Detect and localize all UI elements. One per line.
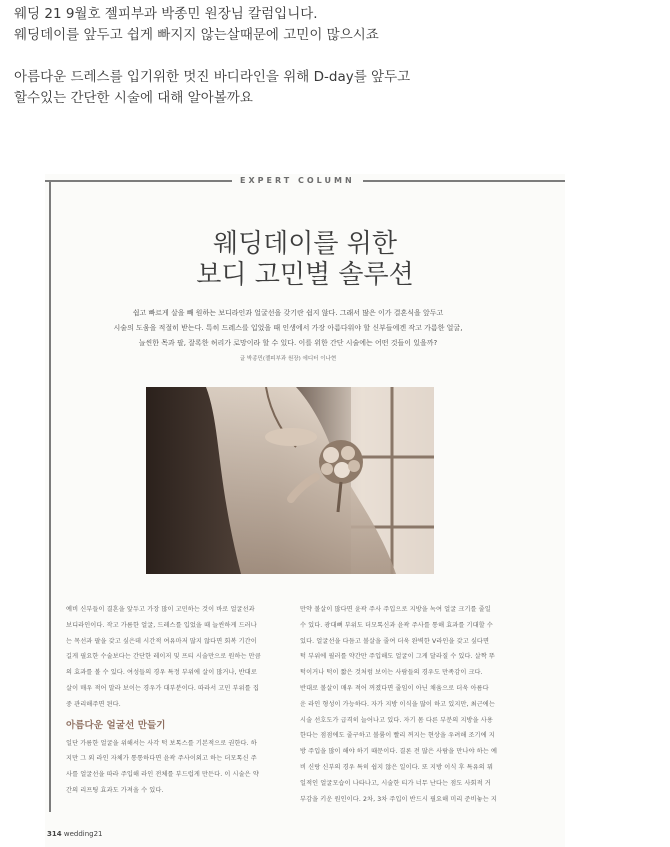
article-subhead: 아름다운 얼굴선 만들기 [66,719,166,731]
page-number: 314 [47,830,62,838]
body-line: 일단 가름한 얼굴을 위해서는 사각 턱 보톡스를 기본적으로 권한다. 하 [66,739,257,747]
article-title-line: 보디 고민별 솔루션 [196,260,414,290]
body-line: 있다. 얼굴선을 다듬고 볼살을 줄여 더욱 완벽한 V라인을 갖고 싶다면 [300,637,490,645]
magazine-name: wedding21 [63,830,103,838]
body-line: 살이 매우 적어 말라 보이는 경우가 대부분이다. 따라서 고민 부위를 집 [66,684,259,692]
body-line: 사를 얼굴선을 따라 주입해 라인 전체를 부드럽게 만든다. 이 시술은 약 [66,771,259,779]
article-lead [103,306,473,351]
bride-photo-image [146,387,434,574]
body-line: 예비 신부들이 결혼을 앞두고 가장 많이 고민하는 것이 바로 얼굴선과 [66,606,255,613]
body-line: 일적인 얼굴모습이 나타나고, 시술한 티가 너무 난다는 점도 사회적 거 [300,779,491,787]
body-line: 운 라인 형성이 가능하다. 자가 지방 이식을 많이 하고 있지만, 최근에는 [300,700,495,708]
body-line: 길게 필요한 수술보다는 간단한 레이저 및 프티 시술만으로 원하는 만큼 [66,653,261,661]
body-line: 부감을 키운 원인이다. 2차, 3차 주입이 반드시 필요해 미리 준비놓는 지 [300,795,497,803]
section-label: EXPERT COLUMN [232,174,363,188]
body-line: 턱 부위에 필러를 약간만 주입해도 얼굴이 그게 달라질 수 있다. 살짝 뚜 [300,653,495,661]
lead-line: 쉽고 빠르게 살을 빼 원하는 보디라인과 얼굴선을 갖기란 쉽지 않다. 그래서 많은 이가 결혼식을 앞두고 [132,309,444,317]
body-line: 비 신랑 신부의 경우 특히 쉽지 않은 일이다. 또 지방 이식 후 특유의 뭐 [300,763,494,771]
article-column-left [66,602,291,799]
article-title [45,229,565,291]
intro-spacer [14,46,654,67]
body-line: 중 관리해주면 된다. [66,700,121,708]
body-line: 반대로 볼살이 매우 적어 꺼졌다면 줄임이 아닌 채움으로 더욱 아름다 [300,684,489,692]
lead-line: 시술의 도움을 적절히 받는다. 특히 드레스를 입었을 때 인생에서 가장 아름다워야 할 신부들에겐 작고 가름한 얼굴, [113,324,463,332]
body-line: 보디라인이다. 작고 가름한 얼굴, 드레스를 입었을 때 늘씬하게 드러나 [66,621,257,629]
body-line: 수 있다. 광대뼈 부위도 더모톡신과 윤곽 주사를 통해 효과를 기대할 수 [300,621,493,629]
magazine-page-image [45,174,565,847]
intro-line: 웨딩데이를 앞두고 쉽게 빠지지 않는살때문에 고민이 많으시죠 [14,27,379,43]
post-intro-text [14,4,654,109]
body-line: 간의 리프팅 효과도 가져올 수 있다. [66,786,164,794]
body-line: 방 주입을 많이 해야 하기 때문이다. 결론 전 많은 사람을 만나야 하는 예 [300,748,498,756]
article-title-line: 웨딩데이를 위한 [212,229,398,259]
intro-line: 웨딩 21 9월호 젤피부과 박종민 원장님 칼럼입니다. [14,6,318,22]
article-byline: 글 박종민(젤피부과 원장) 에디터 이나현 [239,356,337,362]
body-line: 만약 볼살이 많다면 윤곽 주사 주입으로 지방을 녹여 얼굴 크기를 줄일 [300,606,491,613]
body-line: 의 효과를 볼 수 있다. 여성들의 경우 특정 부위에 살이 많거나, 반대로 [66,669,257,677]
body-line: 는 목선과 팔을 갖고 싶은데 시간적 여유마저 많지 않다면 회복 기간이 [66,637,257,645]
bride-photo [146,387,434,574]
intro-line: 할수있는 간단한 시술에 대해 알아볼까요 [14,90,253,106]
intro-line: 아름다운 드레스를 입기위한 멋진 바디라인을 위해 D-day를 앞두고 [14,69,411,85]
page-footer [47,830,103,838]
body-line: 한다는 점점에도 줄구하고 볼륨이 빨리 꺼지는 현상을 우려해 조기에 지 [300,732,495,740]
body-line: 시술 선호도가 급격히 늘어나고 있다. 자기 몸 다른 부분의 지방을 사용 [300,716,493,724]
article-column-right [300,602,525,807]
lead-line: 늘씬한 목과 팔, 잘록한 허리가 로망이라 할 수 있다. 이를 위한 간단 시술에는 어떤 것들이 있을까? [138,339,438,347]
body-line: 턱이거나 턱이 짧은 것처럼 보이는 사람들의 경우도 만족감이 크다. [300,669,483,677]
body-line: 지만 그 외 라인 자체가 통통하다면 윤곽 주사이외고 하는 더모톡신 주 [66,755,257,763]
